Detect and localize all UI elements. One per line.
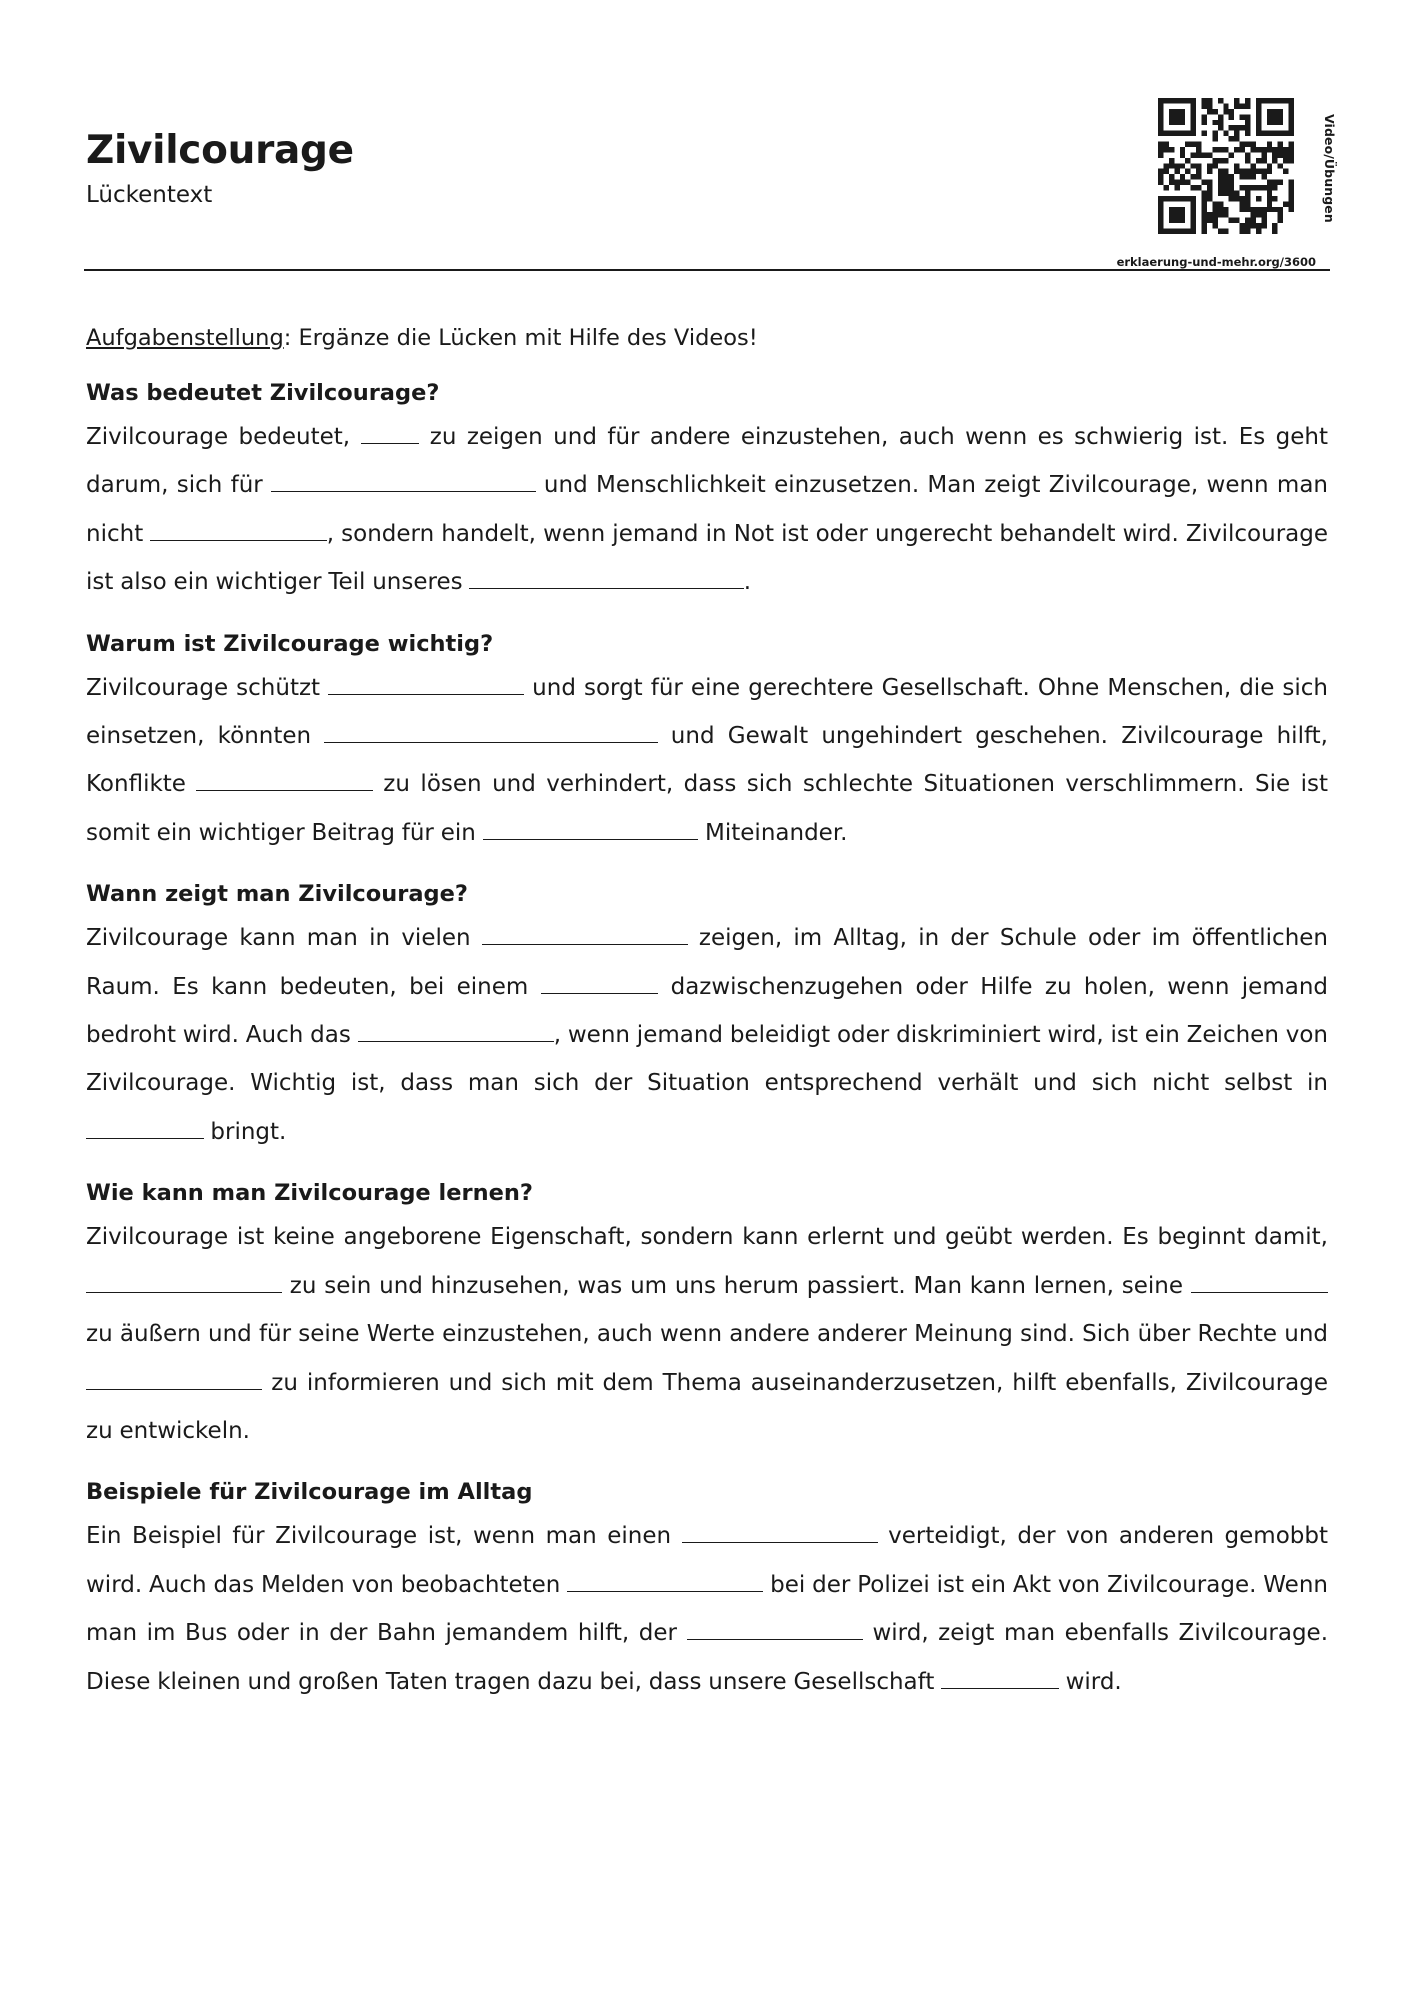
fill-in-blank[interactable] xyxy=(271,468,536,492)
text-fragment: Zivilcourage ist keine angeborene Eigenschaft, sondern kann erlernt und geübt werden. Es beginnt damit, xyxy=(86,1224,1328,1251)
fill-in-blank[interactable] xyxy=(86,1366,262,1390)
header-divider xyxy=(84,269,1330,271)
fill-in-blank[interactable] xyxy=(482,921,688,945)
cloze-section xyxy=(86,373,1328,607)
cloze-section xyxy=(86,874,1328,1156)
text-fragment: und sorgt für eine gerechtere Gesellschaft. Ohne Menschen, die sich einsetzen, könnten xyxy=(86,674,1328,750)
text-fragment: bringt. xyxy=(203,1118,287,1145)
text-fragment: . xyxy=(743,569,752,596)
fill-in-blank[interactable] xyxy=(682,1519,878,1543)
text-fragment: zu äußern und für seine Werte einzustehen, auch wenn andere anderer Meinung sind. Sich über Rechte und xyxy=(86,1321,1328,1348)
cloze-section xyxy=(86,1173,1328,1455)
text-fragment: zeigen, im Alltag, in der Schule oder im öffentlichen Raum. Es kann bedeuten, bei einem xyxy=(86,925,1329,1000)
qr-side-label: Video/Übungen xyxy=(1322,114,1337,223)
task-instruction xyxy=(86,322,1328,354)
task-label: Aufgabenstellung xyxy=(86,325,284,351)
section-heading: Beispiele für Zivilcourage im Alltag xyxy=(86,1479,533,1506)
text-fragment: wird. xyxy=(1058,1668,1122,1695)
text-fragment: wird, zeigt man ebenfalls Zivilcourage. Diese kleinen und großen Taten tragen dazu bei, dass unsere Gesellschaft xyxy=(86,1620,1329,1695)
cloze-sections xyxy=(86,373,1328,1706)
cloze-paragraph xyxy=(86,1512,1328,1706)
fill-in-blank[interactable] xyxy=(150,517,326,541)
fill-in-blank[interactable] xyxy=(483,816,699,840)
text-fragment: zu informieren und sich mit dem Thema auseinanderzusetzen, hilft ebenfalls, Zivilcourage zu entwickeln. xyxy=(86,1369,1328,1444)
page-title: Zivilcourage xyxy=(86,128,354,173)
text-fragment: , wenn jemand beleidigt oder diskriminiert wird, ist ein Zeichen von Zivilcourage. Wichtig ist, dass man sich der Situation entsprechend verhält und sich nicht selbst in xyxy=(86,1022,1328,1097)
fill-in-blank[interactable] xyxy=(1191,1269,1328,1293)
task-text: : Ergänze die Lücken mit Hilfe des Videos! xyxy=(283,325,758,351)
cloze-paragraph xyxy=(86,914,1328,1156)
fill-in-blank[interactable] xyxy=(86,1115,204,1139)
source-url[interactable]: erklaerung-und-mehr.org/3600 xyxy=(1116,255,1316,269)
text-fragment: Ein Beispiel für Zivilcourage ist, wenn man einen xyxy=(86,1523,682,1550)
text-fragment: zu zeigen und für andere einzustehen, auch wenn es schwierig ist. Es geht darum, sich für xyxy=(86,424,1328,499)
fill-in-blank[interactable] xyxy=(358,1018,554,1042)
text-fragment: zu lösen und verhindert, dass sich schlechte Situationen verschlimmern. Sie ist somit ein wichtiger Beitrag für ein xyxy=(86,771,1329,846)
fill-in-blank[interactable] xyxy=(196,767,372,791)
qr-code-icon xyxy=(1158,98,1294,234)
cloze-section xyxy=(86,624,1328,858)
fill-in-blank[interactable] xyxy=(324,719,657,743)
text-fragment: dazwischenzugehen oder Hilfe zu holen, wenn jemand bedroht wird. Auch das xyxy=(86,973,1328,1049)
cloze-paragraph xyxy=(86,413,1328,607)
text-fragment: Zivilcourage schützt xyxy=(86,674,329,701)
cloze-paragraph xyxy=(86,664,1328,858)
fill-in-blank[interactable] xyxy=(687,1616,863,1640)
fill-in-blank[interactable] xyxy=(567,1568,763,1592)
section-heading: Wann zeigt man Zivilcourage? xyxy=(86,881,468,908)
text-fragment: Zivilcourage bedeutet, xyxy=(86,424,361,450)
fill-in-blank[interactable] xyxy=(469,565,743,589)
section-heading: Wie kann man Zivilcourage lernen? xyxy=(86,1180,533,1207)
fill-in-blank[interactable] xyxy=(941,1665,1059,1689)
section-heading: Warum ist Zivilcourage wichtig? xyxy=(86,630,494,657)
section-heading: Was bedeutet Zivilcourage? xyxy=(86,380,440,406)
worksheet-body xyxy=(86,322,1328,1723)
fill-in-blank[interactable] xyxy=(541,970,659,994)
text-fragment: , sondern handelt, wenn jemand in Not ist oder ungerecht behandelt wird. Zivilcourage ist also ein wichtiger Teil unseres xyxy=(86,520,1329,596)
fill-in-blank[interactable] xyxy=(361,420,420,444)
text-fragment: bei der Polizei ist ein Akt von Zivilcourage. Wenn man im Bus oder in der Bahn jemandem hilft, der xyxy=(86,1571,1328,1647)
cloze-paragraph xyxy=(86,1213,1328,1455)
text-fragment: Zivilcourage kann man in vielen xyxy=(86,925,482,952)
text-fragment: zu sein und hinzusehen, was um uns herum passiert. Man kann lernen, seine xyxy=(282,1272,1191,1299)
page-subtitle: Lückentext xyxy=(86,182,213,208)
text-fragment: und Gewalt ungehindert geschehen. Zivilcourage hilft, Konflikte xyxy=(86,723,1328,798)
cloze-section xyxy=(86,1472,1328,1706)
text-fragment: Miteinander. xyxy=(698,819,848,846)
text-fragment: und Menschlichkeit einzusetzen. Man zeigt Zivilcourage, wenn man nicht xyxy=(86,472,1328,547)
text-fragment: verteidigt, der von anderen gemobbt wird. Auch das Melden von beobachteten xyxy=(86,1523,1329,1598)
fill-in-blank[interactable] xyxy=(328,671,524,695)
fill-in-blank[interactable] xyxy=(86,1269,282,1293)
